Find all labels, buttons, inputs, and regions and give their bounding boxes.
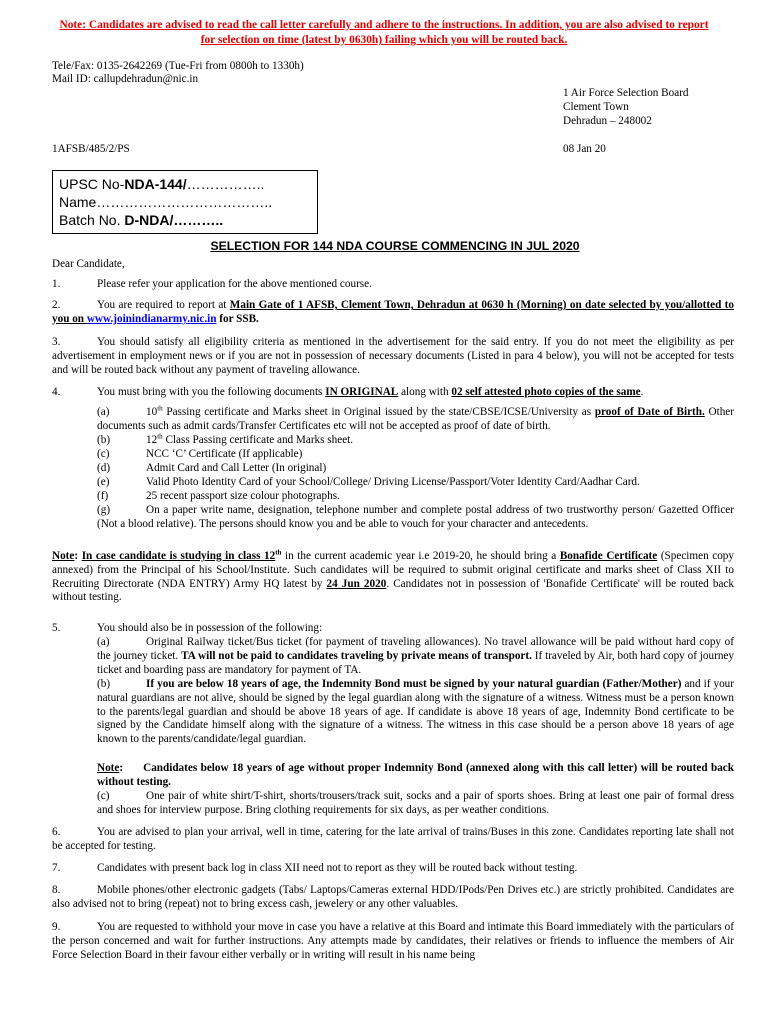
para-8-number: 8. <box>52 884 61 896</box>
para-4g-label: (g) <box>97 504 111 516</box>
indemnity-note <box>97 762 734 790</box>
para-4c-label: (c) <box>97 448 110 460</box>
para-2-number: 2. <box>52 299 61 311</box>
para-9 <box>52 921 734 962</box>
para-4-text-2: along with <box>398 386 452 398</box>
contact-mail: Mail ID: callupdehradun@nic.in <box>52 73 199 85</box>
note-colon: : <box>74 550 82 562</box>
para-5c <box>97 790 734 818</box>
para-8-text: Mobile phones/other electronic gadgets (Tabs/ Laptops/Cameras external HDD/IPods/Pen Drives etc.) are strictly prohibited. Candidates are also advised not to bring (repeat) not to bring excess cash, jewelery or any other valuables. <box>52 884 734 910</box>
para-9-text: You are requested to withhold your move in case you have a relative at this Board and intimate this Board immediately with the particulars of the person concerned and wait for further instructions. Any attempts made by candidates, their relatives or friends to influence the members of Air Force Selection Board in their favour either verbally or in writing will result in his name being <box>52 921 734 961</box>
bonafide-note <box>52 550 734 605</box>
para-1-number: 1. <box>52 278 61 290</box>
address-line-3: Dehradun – 248002 <box>563 115 652 127</box>
letter-heading: SELECTION FOR 144 NDA COURSE COMMENCING IN JUL 2020 <box>210 239 580 253</box>
para-5a-tail: If traveled by Air, both hard copy of journey ticket and boarding pass are mandatory for payment of TA. <box>97 649 734 676</box>
para-5-text: You should also be in possession of the following: <box>97 622 323 634</box>
name-line: Name……………………………….. <box>59 194 273 210</box>
note-text-1: in the current academic year i.e 2019-20, he should bring a <box>281 550 560 562</box>
para-4b-superscript: th <box>157 432 163 441</box>
para-4-intro <box>52 386 734 400</box>
para-5b <box>97 678 734 747</box>
para-4f-text: 25 recent passport size colour photographs. <box>146 490 340 502</box>
para-2 <box>52 299 734 327</box>
para-7 <box>52 862 734 876</box>
para-5a-text: Original Railway ticket/Bus ticket (for payment of traveling allowances). No travel allowance will be paid without hard copy of the journey ticket. <box>97 636 734 662</box>
candidate-details-box <box>52 170 318 234</box>
para-4a-tail: Other documents such as admit cards/Transfer Certificates etc will not be accepted as proof of date of birth. <box>97 406 734 432</box>
para-4d <box>97 462 326 476</box>
photo-copies-emphasis: 02 self attested photo copies of the same <box>451 386 641 398</box>
para-4a-label: (a) <box>97 406 110 418</box>
deadline-date: 24 Jun 2020 <box>326 577 387 590</box>
para-3 <box>52 336 734 377</box>
para-4a-ordinal: 10 <box>146 406 158 418</box>
para-6-text: You are advised to plan your arrival, well in time, catering for the late arrival of trains/Buses in this zone. Candidates reporting late shall not be accepted for testing. <box>52 826 734 852</box>
para-5b-label: (b) <box>97 678 111 690</box>
para-9-number: 9. <box>52 921 61 933</box>
salutation: Dear Candidate, <box>52 258 125 270</box>
para-4-number: 4. <box>52 386 61 398</box>
indemnity-note-text: Candidates below 18 years of age without proper Indemnity Bond (annexed along with this call letter) will be routed back without testing. <box>97 762 734 788</box>
batch-value: D-NDA/……….. <box>124 212 224 228</box>
para-2-tail: for SSB. <box>216 312 259 325</box>
para-4-text: You must bring with you the following documents <box>97 386 326 398</box>
para-5-number: 5. <box>52 622 61 634</box>
para-4b-ordinal: 12 <box>146 434 158 446</box>
para-4b-label: (b) <box>97 434 111 446</box>
reference-number: 1AFSB/485/2/PS <box>52 143 130 155</box>
para-4f-label: (f) <box>97 490 109 502</box>
para-4c <box>97 448 302 462</box>
para-4a-text: Passing certificate and Marks sheet in Original issued by the state/CBSE/ICSE/University as <box>162 406 595 418</box>
para-8 <box>52 884 734 912</box>
note-label: Note <box>52 550 75 562</box>
batch-line <box>59 211 317 229</box>
note-text-2: (Specimen copy annexed) from the Principal of his School/Institute. Such candidates will be required to submit original certificate and marks sheet of Class XII to Recruiting Directorate (NDA ENTRY) Army HQ latest by <box>52 550 734 590</box>
indemnity-note-label: Note <box>97 762 120 774</box>
indemnity-bond-emphasis: If you are below 18 years of age, the Indemnity Bond must be signed by your natural guardian (Father/Mother) <box>146 678 682 690</box>
bonafide-certificate-emphasis: Bonafide Certificate <box>559 550 658 562</box>
para-2-text: You are required to report at <box>97 299 230 311</box>
ta-private-transport-emphasis: TA will not be paid to candidates traveling by private means of transport. <box>181 649 532 662</box>
para-4-period: . <box>640 386 644 398</box>
upsc-dots: …………….. <box>186 176 265 192</box>
para-3-text: You should satisfy all eligibility criteria as mentioned in the advertisement for the said entry. If you do not meet the eligibility as per advertisement in employment news or if you are not in possession of necessary documents (Listed in para 4 below), you will not be accepted for tests and will be routed back without any payment of traveling allowance. <box>52 336 734 376</box>
upsc-label: UPSC No- <box>59 176 125 192</box>
para-4g-text: On a paper write name, designation, telephone number and complete postal address of two trustworthy person/ Gazetted Officer (Not a blood relative). The persons should know you and be able to vouch for your character and antecedents. <box>97 504 734 530</box>
para-4a <box>97 406 734 434</box>
para-1 <box>52 278 734 292</box>
upsc-no-line <box>59 175 317 193</box>
para-4d-label: (d) <box>97 462 111 474</box>
join-indian-army-link[interactable]: www.joinindianarmy.nic.in <box>86 312 217 325</box>
letter-date: 08 Jan 20 <box>563 143 606 155</box>
batch-label: Batch No. <box>59 212 125 228</box>
para-6 <box>52 826 734 854</box>
para-4f <box>97 490 340 504</box>
para-5b-text: and if your natural guardians are not alive, should be signed by the legal guardian along with the signature of a witness. Witness must be a person known to the parents/legal guardian and should be above 18 years of age. If candidate is above 18 years of age, Indemnity Bond certificate to be signed by the Candidate himself along with the signature of a witness. The witness in this case should be a person above 18 years of age known to the parents/candidate/legal guardian. <box>97 678 734 746</box>
in-original-emphasis: IN ORIGINAL <box>325 386 399 398</box>
contact-telefax: Tele/Fax: 0135-2642269 (Tue-Fri from 0800h to 1330h) <box>52 60 304 72</box>
class-12-superscript: th <box>275 548 282 557</box>
class-12-emphasis: In case candidate is studying in class 12 <box>81 550 276 562</box>
note-text-3: . Candidates not in possession of 'Bonafide Certificate' will be routed back without testing. <box>52 577 734 604</box>
proof-of-dob-emphasis: proof of Date of Birth. <box>594 406 705 418</box>
para-7-text: Candidates with present back log in class XII need not to report as they will be routed back without testing. <box>97 862 578 874</box>
para-4b-text: Class Passing certificate and Marks sheet. <box>162 434 354 446</box>
address-line-1: 1 Air Force Selection Board <box>563 87 689 99</box>
report-location: Main Gate of 1 AFSB, Clement Town, Dehradun at 0630 h (Morning) on date selected by you/allotted to you on <box>52 299 734 325</box>
para-1-text: Please refer your application for the above mentioned course. <box>97 278 372 290</box>
upsc-value: NDA-144/ <box>124 176 187 192</box>
para-4e <box>97 476 640 490</box>
para-5c-label: (c) <box>97 790 110 802</box>
para-7-number: 7. <box>52 862 61 874</box>
para-6-number: 6. <box>52 826 61 838</box>
para-4e-text: Valid Photo Identity Card of your School/College/ Driving License/Passport/Voter Identity Card/Aadhar Card. <box>146 476 640 488</box>
para-3-number: 3. <box>52 336 61 348</box>
para-4b <box>97 434 353 448</box>
para-4a-superscript: th <box>157 404 163 413</box>
top-notice: Note: Candidates are advised to read the call letter carefully and adhere to the instructions. In addition, you are also advised to report for selection on time (latest by 0630h) failing which you will be routed back. <box>59 19 709 46</box>
para-5a-label: (a) <box>97 636 110 648</box>
para-5c-text: One pair of white shirt/T-shirt, shorts/trousers/track suit, socks and a pair of sports shoes. Bring at least one pair of formal dress and shoes for interview purpose. Bring clothing requirements for six days, as per weather conditions. <box>97 790 734 816</box>
para-4c-text: NCC ‘C’ Certificate (If applicable) <box>146 448 303 460</box>
para-4e-label: (e) <box>97 476 110 488</box>
para-4g <box>97 504 734 532</box>
indemnity-note-colon: : <box>119 762 124 774</box>
para-4d-text: Admit Card and Call Letter (In original) <box>146 462 327 474</box>
para-5-intro <box>52 622 734 636</box>
address-line-2: Clement Town <box>563 101 629 113</box>
para-5a <box>97 636 734 677</box>
